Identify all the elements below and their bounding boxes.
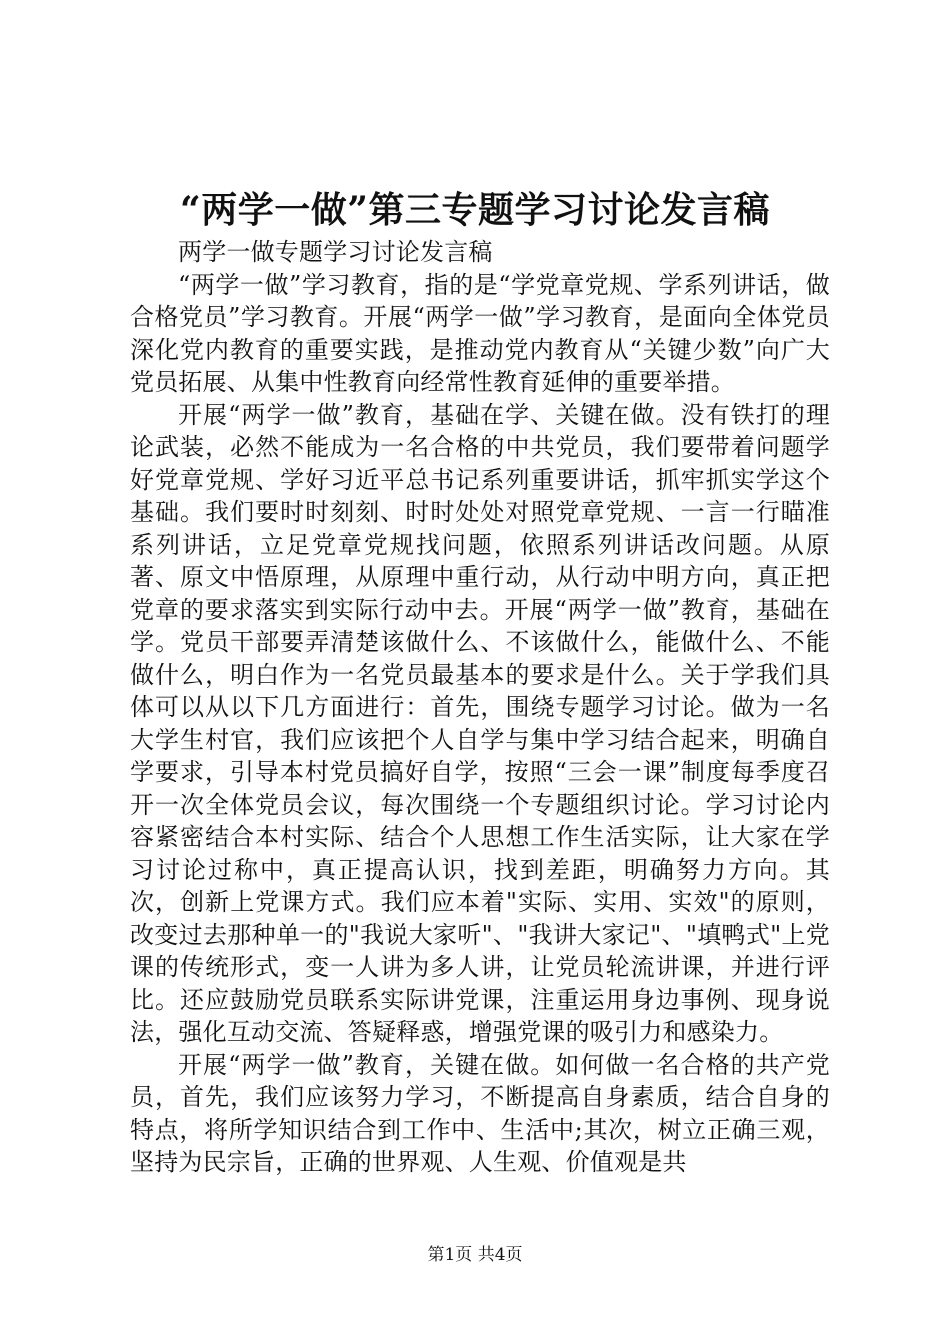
document-body bbox=[130, 236, 830, 1179]
page-number-footer: 第1页 共4页 bbox=[427, 1245, 523, 1265]
paragraph-subtitle: 两学一做专题学习讨论发言稿 bbox=[178, 238, 493, 266]
paragraph-intro: “两学一做”学习教育，指的是“学党章党规、学系列讲话，做合格党员”学习教育。开展“两学一做”学习教育，是面向全体党员深化党内教育的重要实践，是推动党内教育从“关键少数”向广大党员拓展、从集中性教育向经常性教育延伸的重要举措。 bbox=[130, 270, 830, 396]
document-title: “两学一做”第三专题学习讨论发言稿 bbox=[180, 189, 770, 231]
paragraph-study: 开展“两学一做”教育，基础在学、关键在做。没有铁打的理论武装，必然不能成为一名合格的中共党员，我们要带着问题学好党章党规、学好习近平总书记系列重要讲话，抓牢抓实学这个基础。我们要时时刻刻、时时处处对照党章党规、一言一行瞄准系列讲话，立足党章党规找问题，依照系列讲话改问题。从原著、原文中悟原理，从原理中重行动，从行动中明方向，真正把党章的要求落实到实际行动中去。开展“两学一做”教育，基础在学。党员干部要弄清楚该做什么、不该做什么，能做什么、不能做什么，明白作为一名党员最基本的要求是什么。关于学我们具体可以从以下几方面进行：首先，围绕专题学习讨论。做为一名大学生村官，我们应该把个人自学与集中学习结合起来，明确自学要求，引导本村党员搞好自学，按照“三会一课”制度每季度召开一次全体党员会议，每次围绕一个专题组织讨论。学习讨论内容紧密结合本村实际、结合个人思想工作生活实际，让大家在学习讨论过称中，真正提高认识，找到差距，明确努力方向。其次，创新上党课方式。我们应本着"实际、实用、实效"的原则，改变过去那种单一的"我说大家听"、"我讲大家记"、"填鸭式"上党课的传统形式，变一人讲为多人讲，让党员轮流讲课，并进行评比。还应鼓励党员联系实际讲党课，注重运用身边事例、现身说法，强化互动交流、答疑释惑，增强党课的吸引力和感染力。 bbox=[130, 400, 830, 1046]
paragraph-practice: 开展“两学一做”教育，关键在做。如何做一名合格的共产党员，首先，我们应该努力学习，不断提高自身素质，结合自身的特点，将所学知识结合到工作中、生活中;其次，树立正确三观，坚持为民宗旨，正确的世界观、人生观、价值观是共 bbox=[130, 1050, 830, 1176]
